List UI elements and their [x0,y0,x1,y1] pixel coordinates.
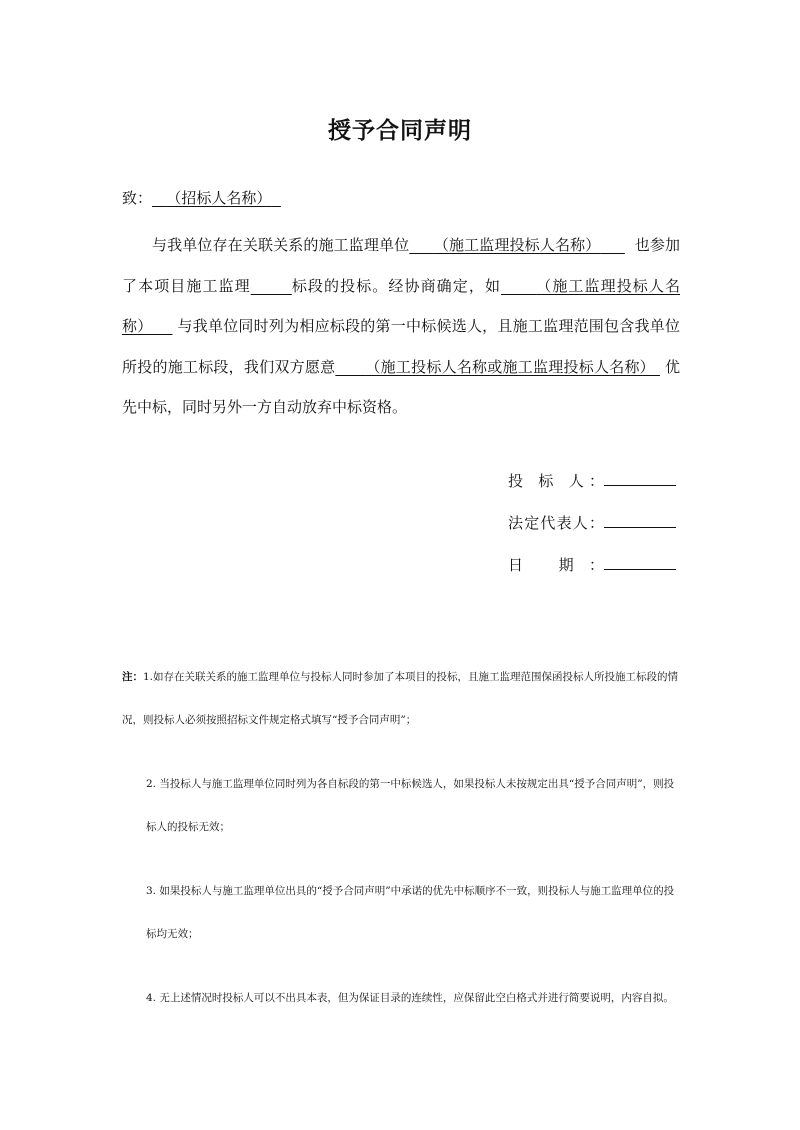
note-item: 2. 当投标人与施工监理单位同时列为各自标段的第一中标候选人，如果投标人未按规定出具“授予合同声明”，则投标人的投标无效； [146,778,675,833]
signature-row-representative [508,512,676,534]
body-text-1: 与我单位存在关联关系的施工监理单位 [152,236,410,254]
signature-label: 日 期： [508,556,604,574]
field-hint-3: （施工监理投标人名称） [122,276,680,335]
signature-row-date [508,554,676,576]
note-item [122,656,682,742]
declaration-paragraph [122,225,680,428]
notes-section [122,656,682,1041]
body-text-5: 优先中标，同时另外一方自动放弃中标资格。 [122,357,680,416]
blank-field-section [251,277,292,295]
note-item: 4. 无上述情况时投标人可以不出具本表，但为保证目录的连续性，应保留此空白格式并进行简要说明，内容自拟。 [146,992,674,1004]
blank-field-preferred-bidder [335,358,660,376]
signature-label: 投 标 人： [508,472,604,490]
body-text-2: 也参加了本项目施工监理 [122,236,680,295]
note-text: 1.如存在关联关系的施工监理单位与投标人同时参加了本项目的投标，且施工监理范围保函投标人所投施工标段的情况，则投标人必须按照招标文件规定格式填写“授予合同声明”； [122,671,679,726]
signature-label: 法定代表人： [508,514,604,532]
body-text-3: 标段的投标。经协商确定，如 [291,276,502,295]
addressee-name: （招标人名称） [166,189,272,207]
signature-blank [604,555,676,570]
document-title: 授予合同声明 [328,118,472,144]
blank-field-supervisor-name [409,236,625,254]
field-hint-1: （施工监理投标人名称） [433,236,601,254]
addressee-line [122,187,281,209]
notes-heading: 注： [122,671,143,683]
body-text-4: 与我单位同时列为相应标段的第一中标候选人，且施工监理范围包含我单位所投的施工标段，我们双方愿意 [122,317,680,376]
addressee-field [152,189,281,207]
note-item: 3. 如果投标人与施工监理单位出具的“授予合同声明”中承诺的优先中标顺序不一致，则投标人与施工监理单位的投标均无效； [146,885,675,940]
signature-blank [604,513,676,528]
signature-row-bidder [508,470,676,492]
addressee-prefix: 致： [122,189,153,207]
signature-blank [604,471,676,486]
field-hint-4: （施工投标人名称或施工监理投标人名称） [365,357,655,376]
